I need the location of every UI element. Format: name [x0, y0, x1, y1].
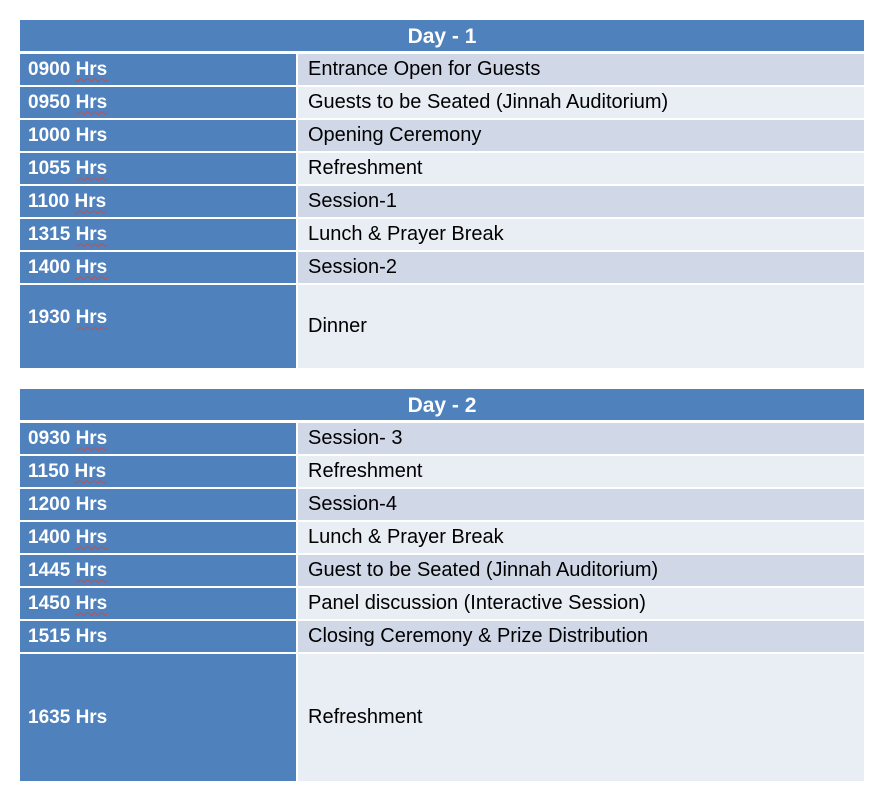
table-row: [20, 87, 864, 120]
time-value: 1400: [28, 256, 71, 278]
time-unit: Hrs: [75, 625, 108, 647]
table-row: [20, 621, 864, 654]
table-row: [20, 423, 864, 456]
time-unit: Hrs: [75, 157, 108, 179]
time-value: 1000: [28, 124, 71, 146]
day-1-schedule: [20, 20, 864, 370]
day-2-header: Day - 2: [20, 389, 864, 423]
time-value: 0950: [28, 91, 71, 113]
time-cell: [20, 489, 298, 520]
time-cell: [20, 621, 298, 652]
time-unit: Hrs: [75, 58, 108, 80]
time-value: 1635: [28, 706, 71, 728]
event-cell: Session- 3: [298, 423, 864, 454]
time-unit: Hrs: [75, 559, 108, 581]
event-cell: Opening Ceremony: [298, 120, 864, 151]
event-cell: Refreshment: [298, 153, 864, 184]
event-cell: Session-4: [298, 489, 864, 520]
event-cell: Lunch & Prayer Break: [298, 219, 864, 250]
time-unit: Hrs: [75, 256, 108, 278]
time-cell: [20, 456, 298, 487]
time-value: 0900: [28, 58, 71, 80]
time-unit: Hrs: [74, 190, 107, 212]
time-cell: [20, 522, 298, 553]
time-value: 1515: [28, 625, 71, 647]
time-value: 1400: [28, 526, 71, 548]
time-value: 1445: [28, 559, 71, 581]
day-2-schedule: [20, 389, 864, 783]
table-row: [20, 522, 864, 555]
time-unit: Hrs: [75, 592, 108, 614]
time-value: 1055: [28, 157, 71, 179]
event-cell: Guest to be Seated (Jinnah Auditorium): [298, 555, 864, 586]
table-row: [20, 555, 864, 588]
time-value: 1450: [28, 592, 71, 614]
time-cell: [20, 219, 298, 250]
time-unit: Hrs: [75, 307, 108, 328]
time-cell: [20, 186, 298, 217]
time-unit: Hrs: [75, 91, 108, 113]
event-cell: Dinner: [298, 285, 864, 368]
event-cell: Session-1: [298, 186, 864, 217]
table-row: [20, 153, 864, 186]
event-cell: Session-2: [298, 252, 864, 283]
table-row: [20, 120, 864, 153]
event-cell: Entrance Open for Guests: [298, 54, 864, 85]
time-cell: [20, 54, 298, 85]
day-1-header: Day - 1: [20, 20, 864, 54]
time-cell: [20, 588, 298, 619]
table-row: [20, 186, 864, 219]
table-row: [20, 54, 864, 87]
time-value: 1150: [28, 460, 70, 482]
time-unit: Hrs: [75, 706, 108, 728]
event-cell: Refreshment: [298, 456, 864, 487]
time-unit: Hrs: [75, 427, 108, 449]
event-cell: Lunch & Prayer Break: [298, 522, 864, 553]
time-cell: [20, 87, 298, 118]
time-unit: Hrs: [74, 460, 107, 482]
time-cell: [20, 555, 298, 586]
time-value: 0930: [28, 427, 71, 449]
event-cell: Panel discussion (Interactive Session): [298, 588, 864, 619]
event-cell: Guests to be Seated (Jinnah Auditorium): [298, 87, 864, 118]
event-cell: Refreshment: [298, 654, 864, 781]
time-unit: Hrs: [75, 493, 108, 515]
time-cell: [20, 285, 298, 368]
table-row: [20, 588, 864, 621]
table-row: [20, 285, 864, 370]
time-cell: [20, 120, 298, 151]
table-row: [20, 219, 864, 252]
time-cell: [20, 252, 298, 283]
time-cell: [20, 423, 298, 454]
time-value: 1315: [28, 223, 71, 245]
table-row: [20, 456, 864, 489]
time-value: 1100: [28, 190, 70, 212]
time-cell: [20, 654, 298, 781]
time-unit: Hrs: [75, 124, 108, 146]
table-row: [20, 489, 864, 522]
time-unit: Hrs: [75, 223, 108, 245]
time-value: 1200: [28, 493, 71, 515]
time-unit: Hrs: [75, 526, 108, 548]
table-row: [20, 654, 864, 783]
table-row: [20, 252, 864, 285]
event-cell: Closing Ceremony & Prize Distribution: [298, 621, 864, 652]
time-value: 1930: [28, 307, 71, 328]
time-cell: [20, 153, 298, 184]
